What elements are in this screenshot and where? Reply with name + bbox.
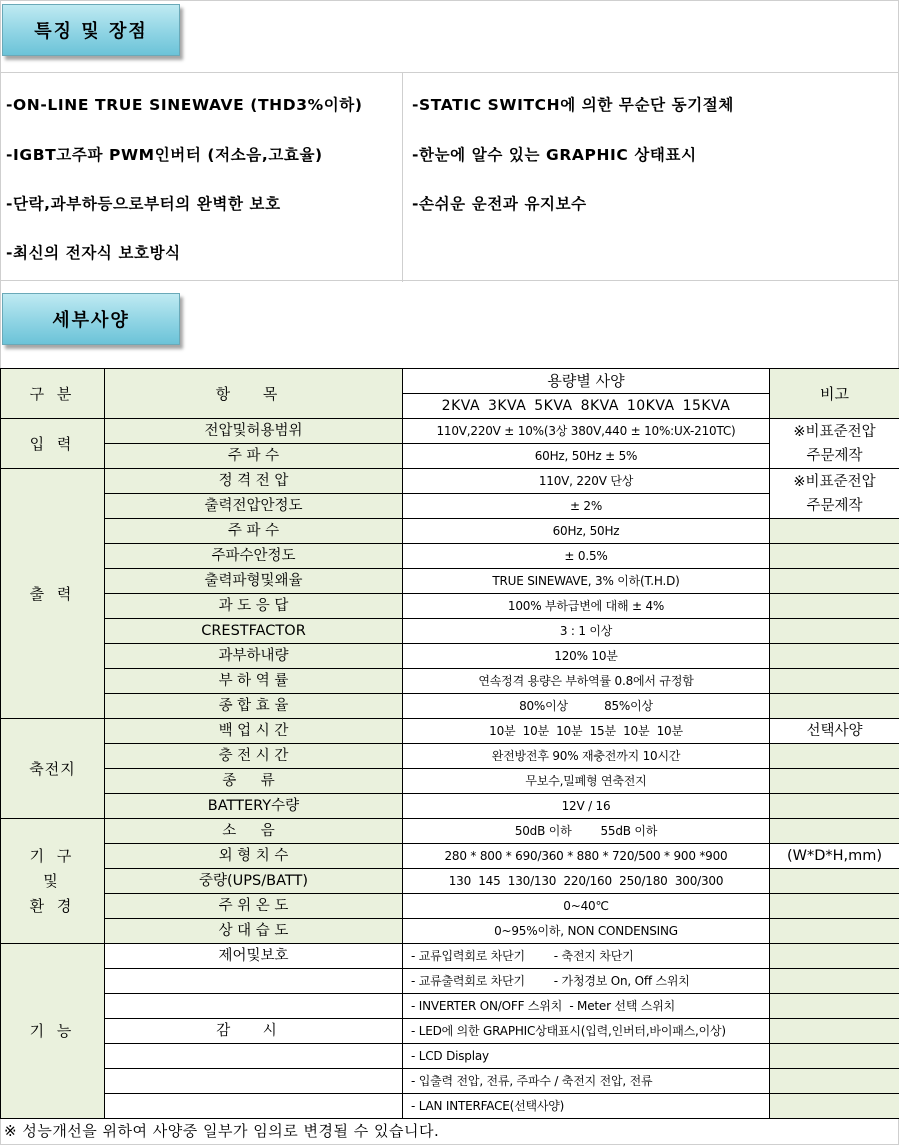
- row-value: 3 : 1 이상: [403, 619, 770, 644]
- note-custom: [770, 469, 899, 519]
- note-empty: [770, 1044, 899, 1069]
- row-item: 과 도 응 답: [105, 594, 403, 619]
- row-value: 60Hz, 50Hz ± 5%: [403, 444, 770, 469]
- features-section-title: 특징 및 장점: [2, 4, 180, 56]
- row-item: [105, 994, 403, 1019]
- feature-item: -손쉬운 운전과 유지보수: [412, 195, 587, 213]
- note-empty: [770, 919, 899, 944]
- note-empty: [770, 1019, 899, 1044]
- note-empty: [770, 794, 899, 819]
- feature-item: -ON-LINE TRUE SINEWAVE (THD3%이하): [6, 96, 363, 114]
- row-value: 완전방전후 90% 재충전까지 10시간: [403, 744, 770, 769]
- row-item: 주 파 수: [105, 519, 403, 544]
- row-value: - 교류입력회로 차단기 - 축전지 차단기: [403, 944, 770, 969]
- feature-item: -한눈에 알수 있는 GRAPHIC 상태표시: [412, 146, 697, 164]
- row-value: 무보수,밀폐형 연축전지: [403, 769, 770, 794]
- note-empty: [770, 869, 899, 894]
- header-capacity: 용량별 사양: [403, 369, 770, 394]
- row-value: - 교류출력회로 차단기 - 가청경보 On, Off 스위치: [403, 969, 770, 994]
- note-empty: [770, 744, 899, 769]
- group-battery: 축전지: [1, 719, 105, 819]
- row-value: 0~40℃: [403, 894, 770, 919]
- row-item: BATTERY수량: [105, 794, 403, 819]
- note-empty: [770, 769, 899, 794]
- row-item: 정 격 전 압: [105, 469, 403, 494]
- row-value: 연속정격 용량은 부하역률 0.8에서 규정함: [403, 669, 770, 694]
- row-value: 0~95%이하, NON CONDENSING: [403, 919, 770, 944]
- row-value: 110V,220V ± 10%(3상 380V,440 ± 10%:UX-210TC): [403, 419, 770, 444]
- note-empty: [770, 819, 899, 844]
- spec-table: [0, 368, 899, 1119]
- row-item: [105, 1069, 403, 1094]
- row-value: 60Hz, 50Hz: [403, 519, 770, 544]
- header-note: 비고: [770, 369, 899, 419]
- header-category: 구 분: [1, 369, 105, 419]
- row-value: 10분 10분 10분 15분 10분 10분: [403, 719, 770, 744]
- row-item: [105, 1094, 403, 1119]
- features-panel: [0, 72, 899, 281]
- note-empty: [770, 544, 899, 569]
- row-item: 주 위 온 도: [105, 894, 403, 919]
- note-empty: [770, 519, 899, 544]
- feature-item: -STATIC SWITCH에 의한 무순단 동기절체: [412, 96, 734, 114]
- row-item: 충 전 시 간: [105, 744, 403, 769]
- note-dimensions: (W*D*H,mm): [770, 844, 899, 869]
- row-item: 감 시: [105, 1019, 403, 1044]
- feature-item: -단락,과부하등으로부터의 완벽한 보호: [6, 195, 281, 213]
- feature-item: -최신의 전자식 보호방식: [6, 244, 181, 262]
- row-value: - INVERTER ON/OFF 스위치 - Meter 선택 스위치: [403, 994, 770, 1019]
- note-line: 주문제작: [806, 447, 863, 464]
- note-option: 선택사양: [770, 719, 899, 744]
- specs-section-title: 세부사양: [2, 293, 180, 345]
- note-empty: [770, 569, 899, 594]
- row-value: ± 0.5%: [403, 544, 770, 569]
- row-value: 50dB 이하 55dB 이하: [403, 819, 770, 844]
- row-item: 제어및보호: [105, 944, 403, 969]
- note-empty: [770, 969, 899, 994]
- note-empty: [770, 994, 899, 1019]
- note-line: ※비표준전압: [793, 423, 876, 440]
- row-value: - LCD Display: [403, 1044, 770, 1069]
- row-item: 외 형 치 수: [105, 844, 403, 869]
- row-value: 12V / 16: [403, 794, 770, 819]
- row-item: 백 업 시 간: [105, 719, 403, 744]
- row-item: 과부하내량: [105, 644, 403, 669]
- note-empty: [770, 894, 899, 919]
- row-item: 부 하 역 률: [105, 669, 403, 694]
- row-value: 100% 부하급변에 대해 ± 4%: [403, 594, 770, 619]
- row-item: 전압및허용범위: [105, 419, 403, 444]
- row-value: 110V, 220V 단상: [403, 469, 770, 494]
- note-line: 주문제작: [806, 497, 863, 514]
- row-item: 주 파 수: [105, 444, 403, 469]
- note-empty: [770, 619, 899, 644]
- header-sizes: 2KVA 3KVA 5KVA 8KVA 10KVA 15KVA: [403, 394, 770, 419]
- group-environment: [1, 819, 105, 944]
- row-value: TRUE SINEWAVE, 3% 이하(T.H.D): [403, 569, 770, 594]
- row-item: 종 류: [105, 769, 403, 794]
- row-value: 130 145 130/130 220/160 250/180 300/300: [403, 869, 770, 894]
- group-line: 및: [43, 871, 62, 890]
- row-item: 주파수안정도: [105, 544, 403, 569]
- row-item: 상 대 습 도: [105, 919, 403, 944]
- header-item: 항 목: [105, 369, 403, 419]
- group-input: 입 력: [1, 419, 105, 469]
- row-value: ± 2%: [403, 494, 770, 519]
- note-empty: [770, 594, 899, 619]
- row-item: 중량(UPS/BATT): [105, 869, 403, 894]
- features-divider: [402, 73, 403, 282]
- row-item: CRESTFACTOR: [105, 619, 403, 644]
- row-value: - LED에 의한 GRAPHIC상태표시(입력,인버터,바이패스,이상): [403, 1019, 770, 1044]
- row-item: [105, 1044, 403, 1069]
- row-value: - LAN INTERFACE(선택사양): [403, 1094, 770, 1119]
- row-item: [105, 969, 403, 994]
- row-item: 종 합 효 율: [105, 694, 403, 719]
- group-function: 기 능: [1, 944, 105, 1119]
- row-item: 출력전압안정도: [105, 494, 403, 519]
- note-empty: [770, 644, 899, 669]
- note-empty: [770, 1094, 899, 1119]
- row-value: - 입출력 전압, 전류, 주파수 / 축전지 전압, 전류: [403, 1069, 770, 1094]
- note-empty: [770, 669, 899, 694]
- footer-notice: ※ 성능개선을 위하여 사양중 일부가 임의로 변경될 수 있습니다.: [4, 1122, 440, 1140]
- group-line: 기 구: [29, 846, 76, 865]
- row-item: 출력파형및왜율: [105, 569, 403, 594]
- note-custom: [770, 419, 899, 469]
- row-value: 80%이상 85%이상: [403, 694, 770, 719]
- group-line: 환 경: [29, 896, 76, 915]
- note-empty: [770, 1069, 899, 1094]
- row-value: 120% 10분: [403, 644, 770, 669]
- row-item: 소 음: [105, 819, 403, 844]
- row-value: 280 * 800 * 690/360 * 880 * 720/500 * 900 *900: [403, 844, 770, 869]
- note-line: ※비표준전압: [793, 473, 876, 490]
- note-empty: [770, 694, 899, 719]
- group-output: 출 력: [1, 469, 105, 719]
- note-empty: [770, 944, 899, 969]
- feature-item: -IGBT고주파 PWM인버터 (저소음,고효율): [6, 146, 323, 164]
